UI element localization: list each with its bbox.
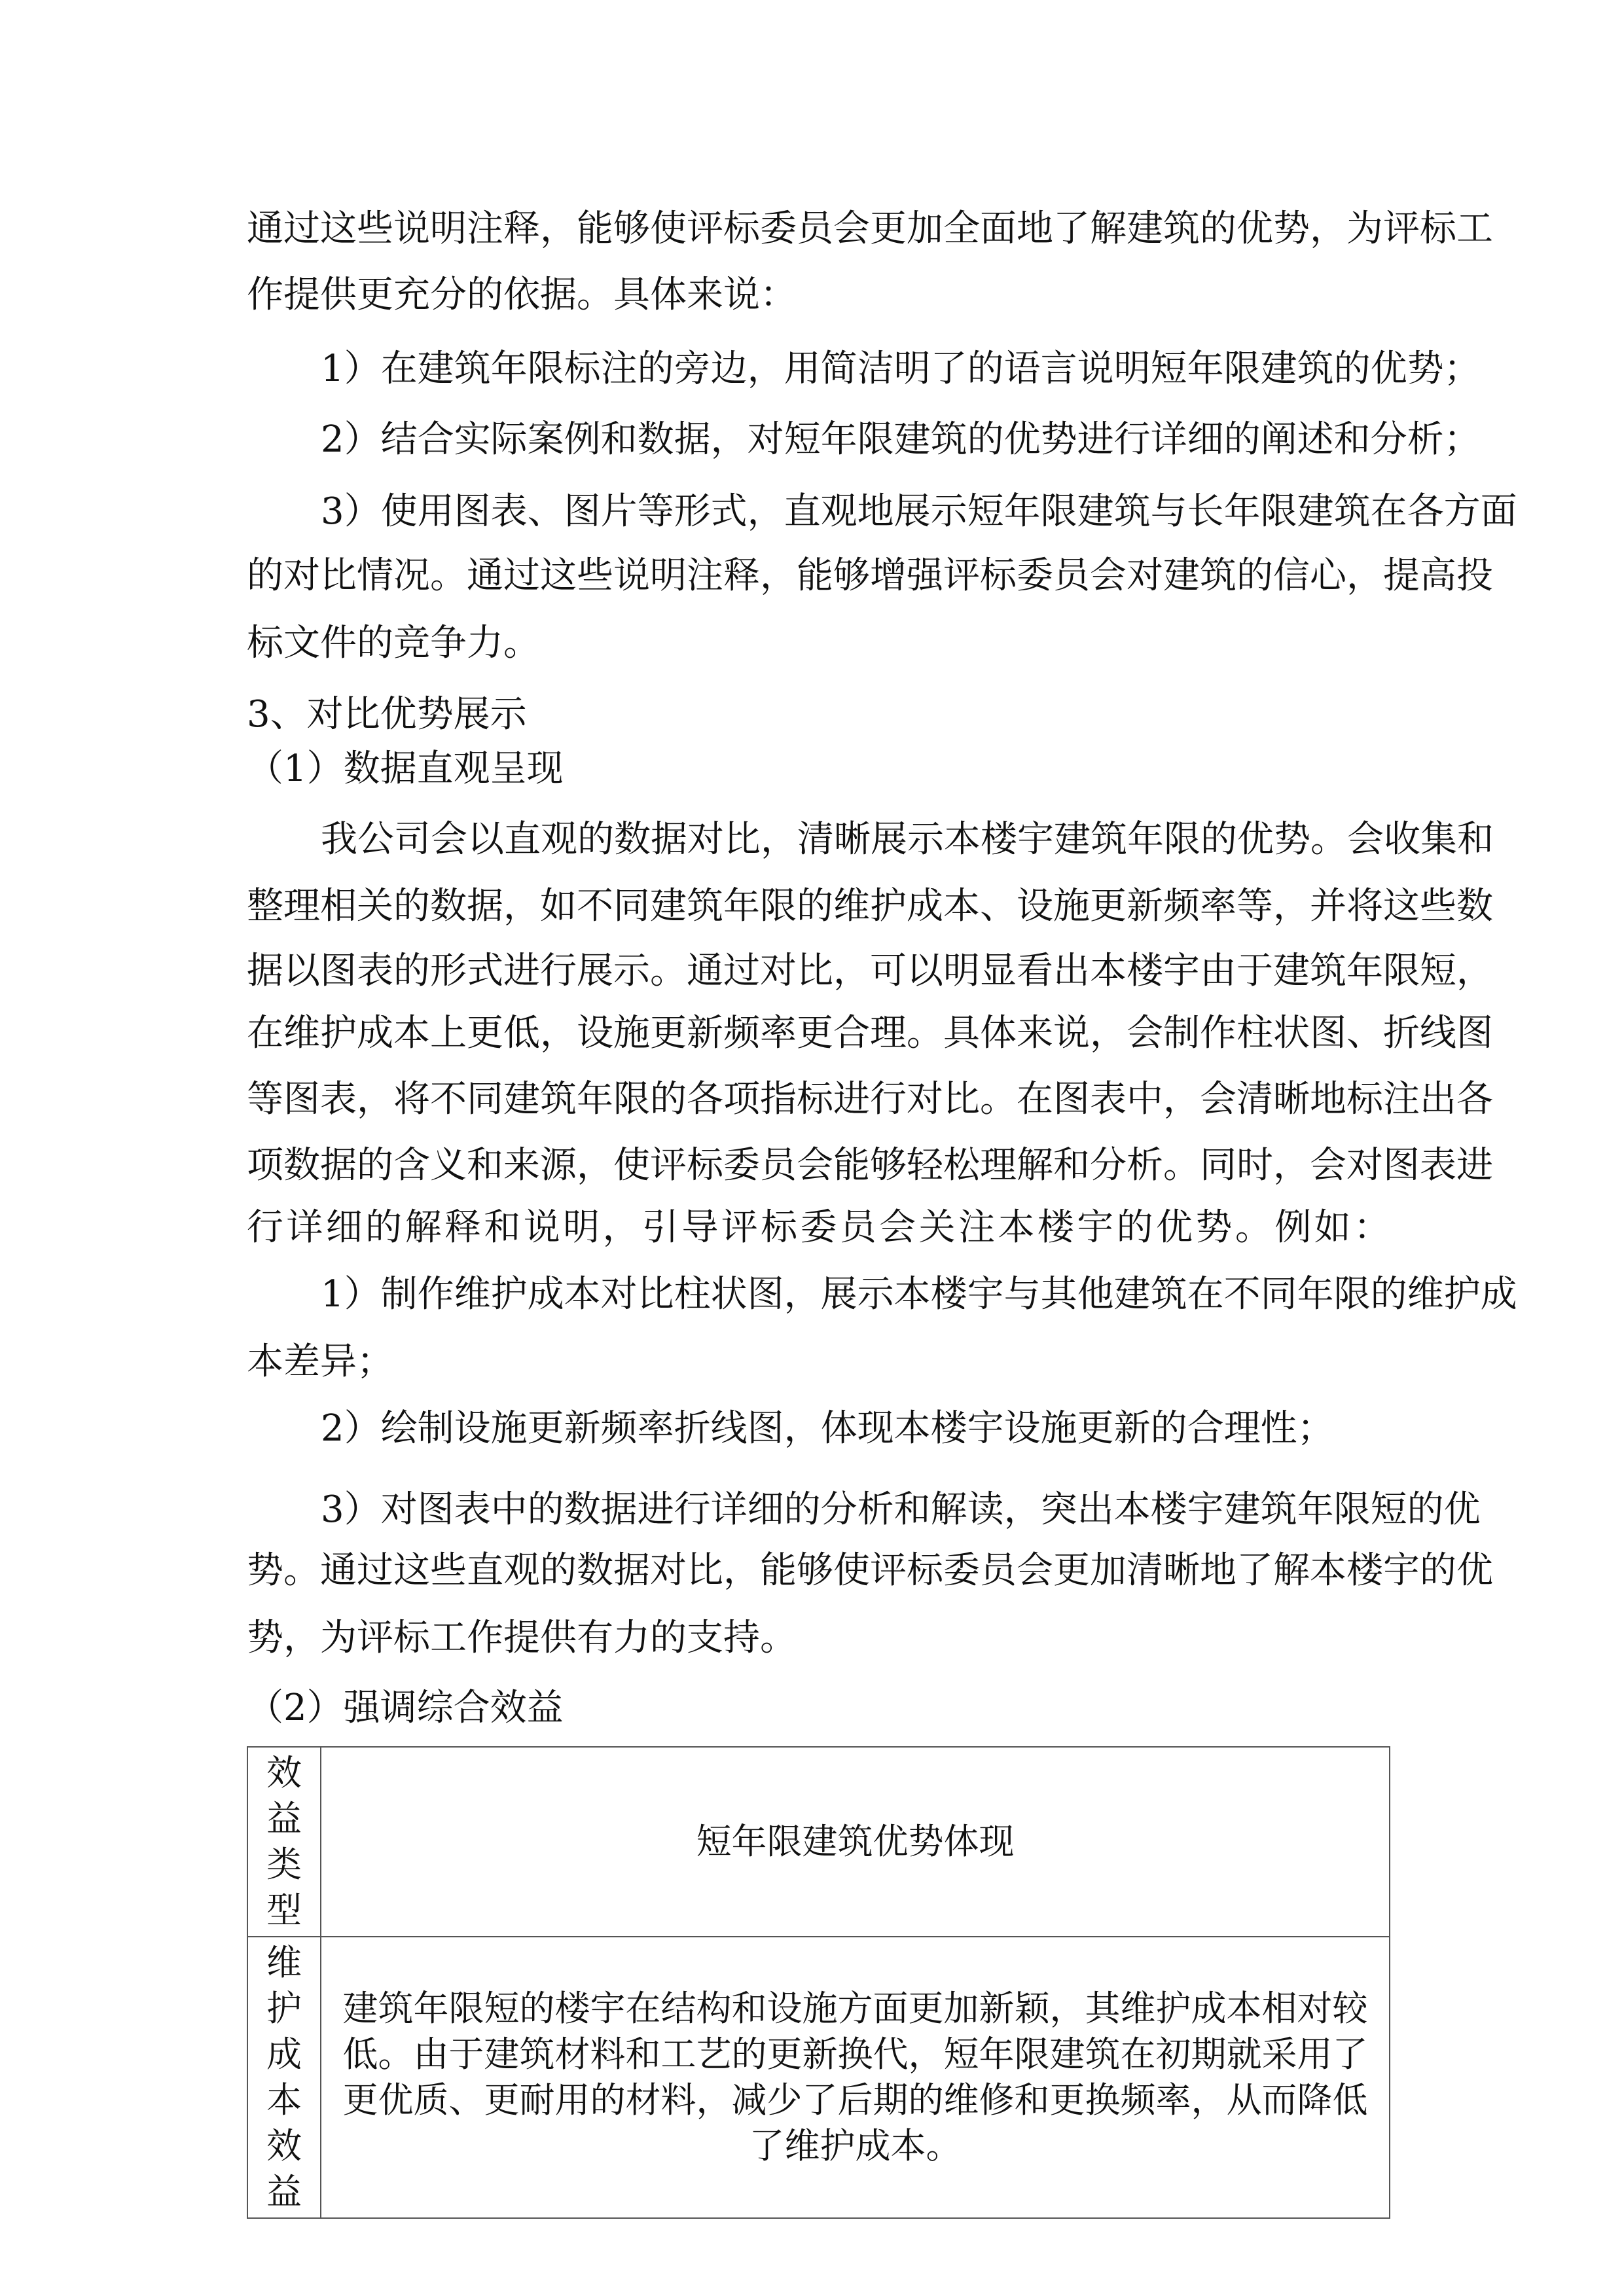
text-line: 1）制作维护成本对比柱状图，展示本楼宇与其他建筑在不同年限的维护成: [321, 1273, 1517, 1316]
text-line: 3）对图表中的数据进行详细的分析和解读，突出本楼宇建筑年限短的优: [321, 1488, 1481, 1531]
text-line: 据以图表的形式进行展示。通过对比，可以明显看出本楼宇由于建筑年限短，: [247, 950, 1493, 992]
section-heading: （1）数据直观呈现: [247, 747, 564, 790]
text-line: 整理相关的数据，如不同建筑年限的维护成本、设施更新频率等，并将这些数: [247, 885, 1493, 927]
text-line: 等图表，将不同建筑年限的各项指标进行对比。在图表中，会清晰地标注出各: [247, 1078, 1493, 1121]
text-line: 2）结合实际案例和数据，对短年限建筑的优势进行详细的阐述和分析；: [321, 418, 1481, 461]
text-line: 势，为评标工作提供有力的支持。: [247, 1617, 797, 1659]
text-line: 作提供更充分的依据。具体来说：: [247, 274, 797, 316]
table-row: [247, 1937, 1390, 2218]
text-line: 1）在建筑年限标注的旁边，用简洁明了的语言说明短年限建筑的优势；: [321, 348, 1481, 390]
benefit-table: [247, 1746, 1390, 2219]
text-line: 行详细的解释和说明，引导评标委员会关注本楼宇的优势。例如：: [247, 1206, 1390, 1249]
cell-advantage: 建筑年限短的楼宇在结构和设施方面更加新颖，其维护成本相对较低。由于建筑材料和工艺的更新换代，短年限建筑在初期就采用了更优质、更耐用的材料，减少了后期的维修和更换频率，从而降低了维护成本。: [321, 1937, 1390, 2218]
text-line: 项数据的含义和来源，使评标委员会能够轻松理解和分析。同时，会对图表进: [247, 1144, 1493, 1187]
text-line: 标文件的竞争力。: [247, 622, 540, 664]
header-cell-advantage: 短年限建筑优势体现: [321, 1747, 1390, 1937]
text-line: 3）使用图表、图片等形式，直观地展示短年限建筑与长年限建筑在各方面: [321, 490, 1517, 533]
text-line: 通过这些说明注释，能够使评标委员会更加全面地了解建筑的优势，为评标工: [247, 207, 1493, 250]
section-heading: （2）强调综合效益: [247, 1687, 564, 1729]
section-heading: 3、对比优势展示: [247, 693, 527, 736]
text-line: 2）绘制设施更新频率折线图，体现本楼宇设施更新的合理性；: [321, 1407, 1334, 1450]
cell-type: 维护成本效益: [247, 1937, 321, 2218]
header-cell-type: 效益类型: [247, 1747, 321, 1937]
text-line: 本差异；: [247, 1340, 393, 1383]
text-line: 我公司会以直观的数据对比，清晰展示本楼宇建筑年限的优势。会收集和: [321, 818, 1494, 861]
table-header-row: [247, 1747, 1390, 1937]
text-line: 的对比情况。通过这些说明注释，能够增强评标委员会对建筑的信心，提高投: [247, 554, 1493, 597]
text-line: 在维护成本上更低，设施更新频率更合理。具体来说，会制作柱状图、折线图: [247, 1012, 1493, 1054]
text-line: 势。通过这些直观的数据对比，能够使评标委员会更加清晰地了解本楼宇的优: [247, 1549, 1493, 1592]
